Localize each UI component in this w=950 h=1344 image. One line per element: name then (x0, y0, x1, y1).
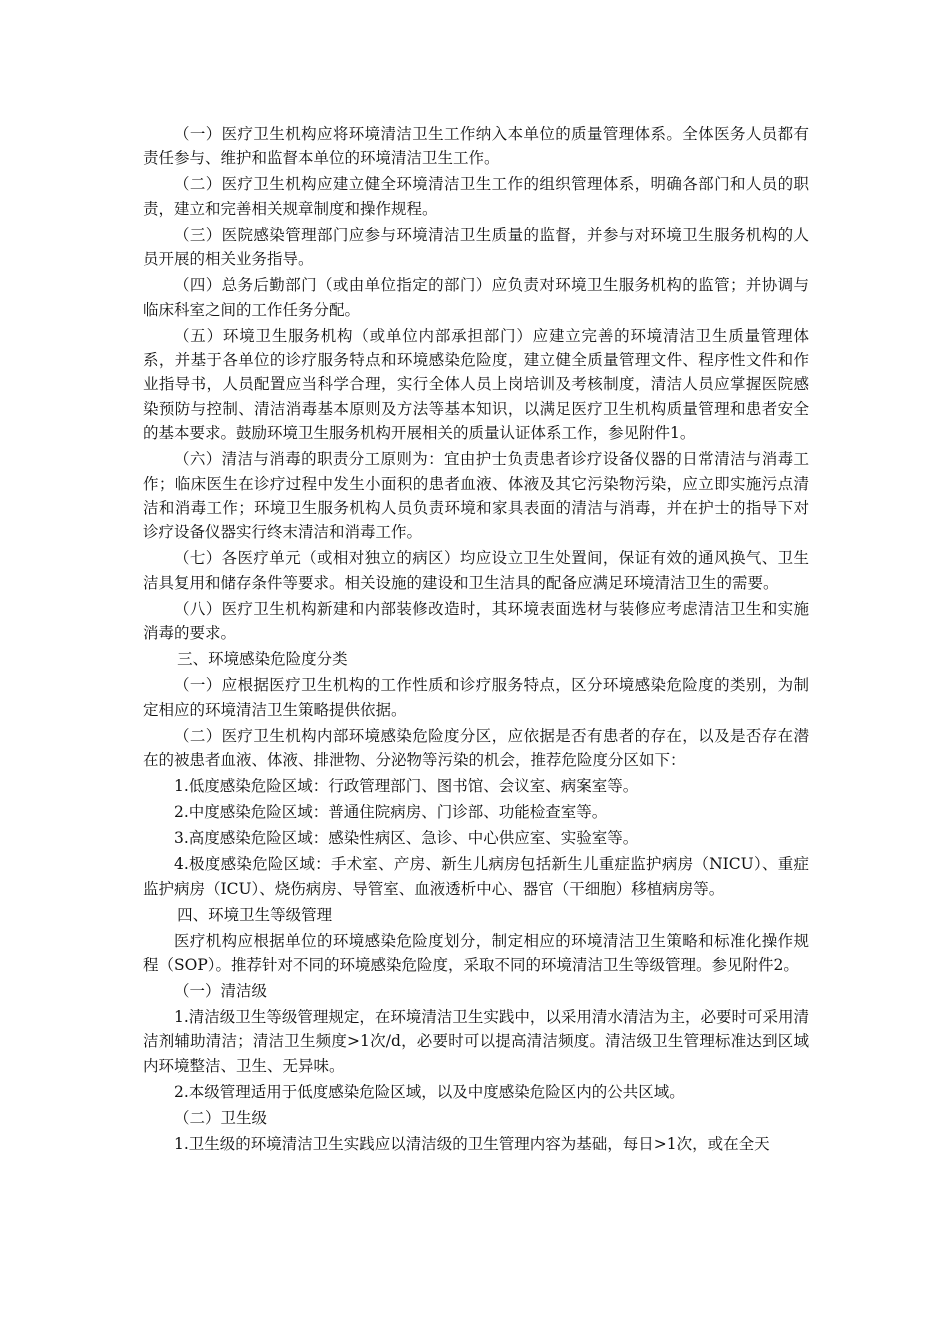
paragraph-clean-level-2: 2.本级管理适用于低度感染危险区域，以及中度感染危险区内的公共区域。 (174, 1082, 685, 1101)
paragraph-responsibility-6: （六）清洁与消毒的职责分工原则为：宜由护士负责患者诊疗设备仪器的日常清洁与消毒工作；临床医生在诊疗过程中发生小面积的患者血液、体液及其它污染物污染，应立即实施污点清洁和消毒工作；环境卫生服务机构人员负责环境和家具表面的清洁与消毒，并在护士的指导下对诊疗设备仪器实行终末清洁和消毒工作。 (143, 450, 809, 542)
section-heading-risk-classification: 三、环境感染危险度分类 (177, 650, 348, 669)
paragraph-responsibility-1: （一）医疗卫生机构应将环境清洁卫生工作纳入本单位的质量管理体系。全体医务人员都有责任参与、维护和监督本单位的环境清洁卫生工作。 (143, 125, 809, 168)
list-item-extreme-risk: 4.极度感染危险区域：手术室、产房、新生儿病房包括新生儿重症监护病房（NICU）、重症监护病房（ICU）、烧伤病房、导管室、血液透析中心、器官（干细胞）移植病房等。 (143, 855, 809, 898)
paragraph-risk-2: （二）医疗卫生机构内部环境感染危险度分区，应依据是否有患者的存在，以及是否存在潜在的被患者血液、体液、排泄物、分泌物等污染的机会，推荐危险度分区如下： (143, 726, 809, 770)
paragraph-responsibility-4: （四）总务后勤部门（或由单位指定的部门）应负责对环境卫生服务机构的监管；并协调与临床科室之间的工作任务分配。 (143, 276, 809, 319)
paragraph-responsibility-7: （七）各医疗单元（或相对独立的病区）均应设立卫生处置间，保证有效的通风换气、卫生洁具复用和储存条件等要求。相关设施的建设和卫生洁具的配备应满足环境清洁卫生的需要。 (143, 549, 809, 592)
paragraph-clean-level-1: 1.清洁级卫生等级管理规定，在环境清洁卫生实践中，以采用清水清洁为主，必要时可采用清洁剂辅助清洁；清洁卫生频度>1次/d，必要时可以提高清洁频度。清洁级卫生管理标准达到区域内环境整洁、卫生、无异味。 (143, 1007, 809, 1075)
list-item-medium-risk: 2.中度感染危险区域：普通住院病房、门诊部、功能检查室等。 (174, 803, 608, 822)
paragraph-responsibility-3: （三）医院感染管理部门应参与环境清洁卫生质量的监督，并参与对环境卫生服务机构的人员开展的相关业务指导。 (143, 225, 809, 269)
section-heading-hygiene-levels: 四、环境卫生等级管理 (177, 905, 333, 924)
paragraph-hygiene-level-1: 1.卫生级的环境清洁卫生实践应以清洁级的卫生管理内容为基础，每日>1次，或在全天 (174, 1134, 770, 1153)
paragraph-responsibility-2: （二）医疗卫生机构应建立健全环境清洁卫生工作的组织管理体系，明确各部门和人员的职责，建立和完善相关规章制度和操作规程。 (143, 175, 809, 218)
subheading-clean-level: （一）清洁级 (174, 981, 268, 1000)
paragraph-responsibility-8: （八）医疗卫生机构新建和内部装修改造时，其环境表面选材与装修应考虑清洁卫生和实施消毒的要求。 (143, 599, 809, 643)
list-item-low-risk: 1.低度感染危险区域：行政管理部门、图书馆、会议室、病案室等。 (174, 777, 639, 796)
subheading-hygiene-level: （二）卫生级 (174, 1108, 268, 1127)
list-item-high-risk: 3.高度感染危险区域：感染性病区、急诊、中心供应室、实验室等。 (174, 829, 639, 848)
paragraph-hygiene-intro: 医疗机构应根据单位的环境感染危险度划分，制定相应的环境清洁卫生策略和标准化操作规程（SOP）。推荐针对不同的环境感染危险度，采取不同的环境清洁卫生等级管理。参见附件2。 (143, 931, 809, 974)
paragraph-risk-1: （一）应根据医疗卫生机构的工作性质和诊疗服务特点，区分环境感染危险度的类别，为制定相应的环境清洁卫生策略提供依据。 (143, 676, 809, 719)
document-body (143, 122, 809, 1158)
paragraph-responsibility-5: （五）环境卫生服务机构（或单位内部承担部门）应建立完善的环境清洁卫生质量管理体系，并基于各单位的诊疗服务特点和环境感染危险度，建立健全质量管理文件、程序性文件和作业指导书，人员配置应当科学合理，实行全体人员上岗培训及考核制度，清洁人员应掌握医院感染预防与控制、清洁消毒基本原则及方法等基本知识，以满足医疗卫生机构质量管理和患者安全的基本要求。鼓励环境卫生服务机构开展相关的质量认证体系工作，参见附件1。 (143, 326, 809, 443)
